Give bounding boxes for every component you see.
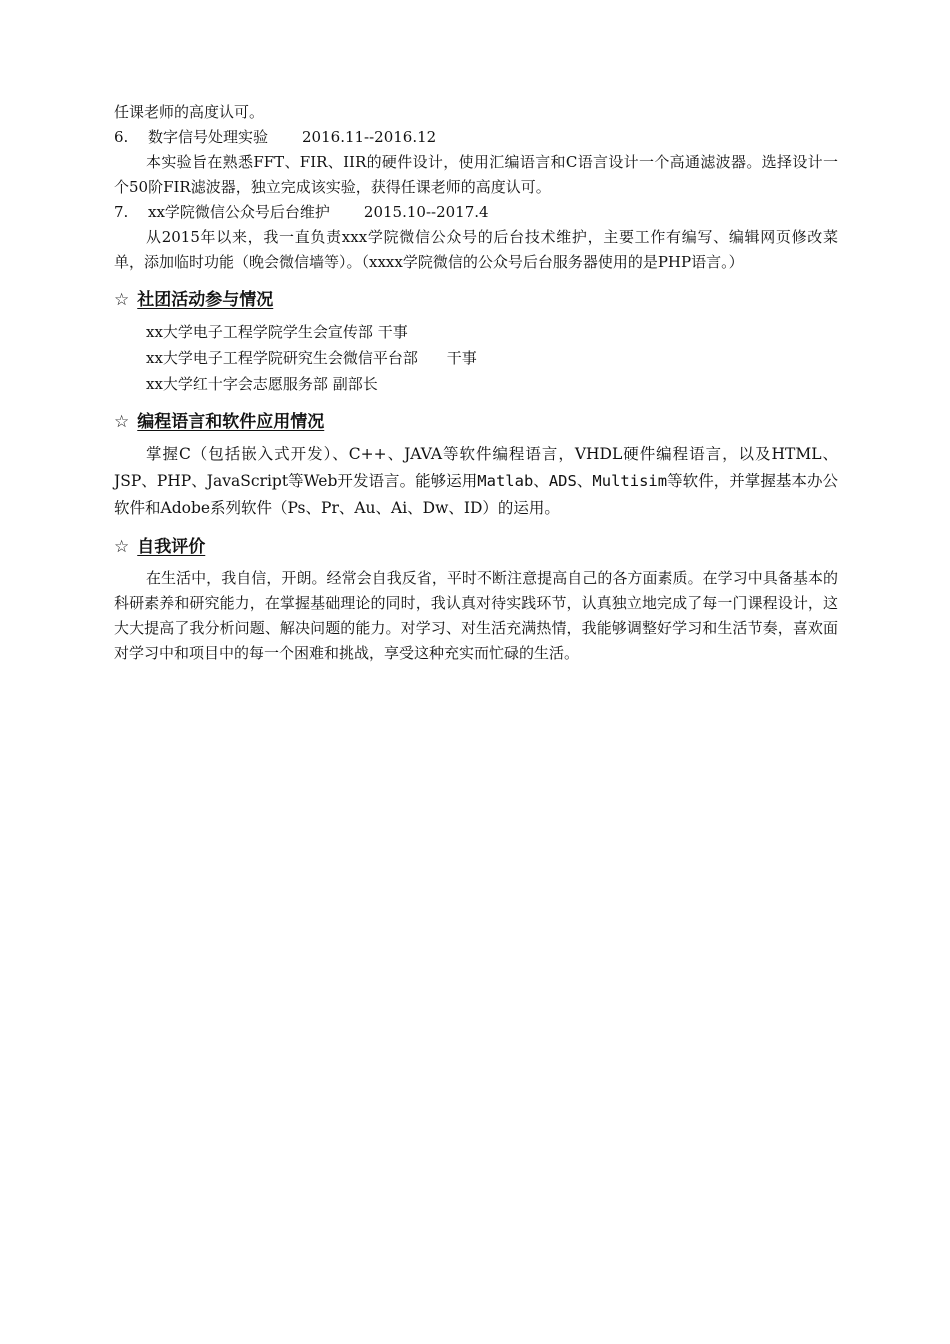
continuation-text: 任课老师的高度认可。 bbox=[114, 103, 265, 121]
club-item bbox=[114, 319, 838, 345]
club-role: 副部长 bbox=[332, 375, 378, 393]
star-icon: ☆ bbox=[114, 412, 130, 432]
club-role: 干事 bbox=[446, 349, 477, 367]
project-item bbox=[114, 200, 838, 225]
star-icon: ☆ bbox=[114, 537, 130, 557]
self-evaluation-text: 在生活中，我自信，开朗。经常会自我反省，平时不断注意提高自己的各方面素质。在学习中具备基本的科研素养和研究能力，在掌握基础理论的同时，我认真对待实践环节，认真独立地完成了每一门课程设计，这大大提高了我分析问题、解决问题的能力。对学习、对生活充满热情，我能够调整好学习和生活节奏，喜欢面对学习中和项目中的每一个困难和挑战，享受这种充实而忙碌的生活。 bbox=[114, 569, 838, 662]
project-name: xx学院微信公众号后台维护 bbox=[148, 203, 330, 221]
skills-text-a: 掌握C（包括嵌入式开发）、C++、JAVA等软件编程语言，VHDL硬件编程语言，以及HTML、JSP、PHP、JavaScript等Web开发语言。能够运用 bbox=[114, 445, 838, 490]
club-item bbox=[114, 371, 838, 397]
club-org: xx大学电子工程学院学生会宣传部 bbox=[146, 323, 373, 341]
section-heading-self bbox=[114, 534, 838, 560]
project-description: 本实验旨在熟悉FFT、FIR、IIR的硬件设计，使用汇编语言和C语言设计一个高通滤波器。选择设计一个50阶FIR滤波器，独立完成该实验，获得任课老师的高度认可。 bbox=[114, 153, 838, 196]
section-heading-clubs bbox=[114, 287, 838, 313]
project-name: 数字信号处理实验 bbox=[148, 128, 269, 146]
section-title: 社团活动参与情况 bbox=[137, 290, 274, 310]
club-role: 干事 bbox=[377, 323, 408, 341]
project-period: 2015.10--2017.4 bbox=[363, 203, 489, 221]
project-description: 从2015年以来，我一直负责xxx学院微信公众号的后台技术维护，主要工作有编写、编辑网页修改菜单，添加临时功能（晚会微信墙等）。（xxxx学院微信的公众号后台服务器使用的是PHP语言。） bbox=[114, 228, 838, 271]
skills-tools: Matlab、ADS、Multisim bbox=[477, 472, 668, 490]
section-heading-skills bbox=[114, 409, 838, 435]
club-org: xx大学红十字会志愿服务部 bbox=[146, 375, 328, 393]
skills-paragraph bbox=[114, 441, 838, 522]
resume-page bbox=[114, 100, 838, 666]
club-item bbox=[114, 345, 838, 371]
skills-text-b: 等软件，并掌握基本办公软件和Adobe系列软件（Ps、Pr、Au、Ai、Dw、ID）的运用。 bbox=[114, 472, 838, 517]
project-number: 7. bbox=[114, 203, 129, 221]
section-title: 自我评价 bbox=[137, 537, 206, 557]
project-item bbox=[114, 125, 838, 150]
project-number: 6. bbox=[114, 128, 129, 146]
club-org: xx大学电子工程学院研究生会微信平台部 bbox=[146, 349, 418, 367]
project-period: 2016.11--2016.12 bbox=[302, 128, 437, 146]
section-title: 编程语言和软件应用情况 bbox=[137, 412, 325, 432]
star-icon: ☆ bbox=[114, 290, 130, 310]
